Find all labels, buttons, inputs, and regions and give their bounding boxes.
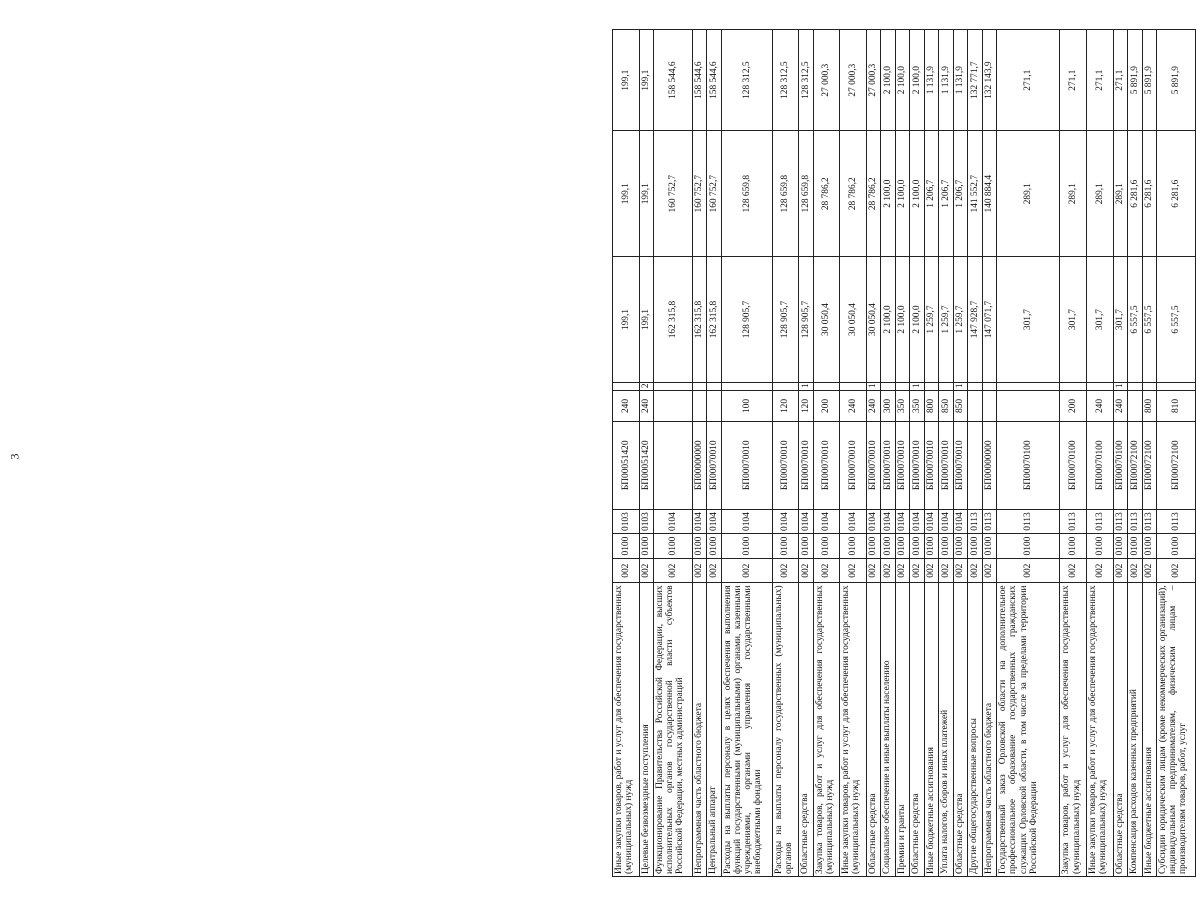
- row-rz: 0100: [997, 534, 1060, 559]
- row-value-2: 1 206,7: [939, 131, 953, 257]
- row-rz: 0100: [866, 534, 880, 559]
- row-vr: 240: [1113, 391, 1127, 422]
- row-vr: 300: [881, 391, 895, 422]
- row-rz: 0100: [1128, 534, 1142, 559]
- row-vr: 100: [721, 391, 772, 422]
- row-name: Областные средства: [910, 583, 924, 877]
- row-rz: 0100: [639, 534, 653, 559]
- row-name: Областные средства: [1113, 583, 1127, 877]
- row-vr: [1128, 391, 1142, 422]
- row-fn: [772, 382, 799, 390]
- budget-table-container: [612, 29, 1196, 877]
- row-value-2: 160 752,7: [692, 131, 706, 257]
- row-ved: 002: [813, 558, 840, 583]
- row-pr: 0104: [910, 509, 924, 534]
- row-ved: 002: [1142, 558, 1156, 583]
- row-value-3: 271,1: [1113, 30, 1127, 131]
- row-csr: БП00051420: [613, 421, 640, 509]
- row-ved: 002: [613, 558, 640, 583]
- row-value-1: 128 905,7: [799, 257, 813, 383]
- row-csr: БП00070010: [772, 421, 799, 509]
- row-fn: 1: [953, 382, 967, 390]
- table-row: [968, 30, 982, 877]
- table-row: [1157, 30, 1196, 877]
- row-value-1: 199,1: [613, 257, 640, 383]
- row-value-1: 147 928,7: [968, 257, 982, 383]
- row-name: Иные бюджетные ассигнования: [1142, 583, 1156, 877]
- row-value-2: 6 281,6: [1128, 131, 1142, 257]
- row-csr: БП00070010: [939, 421, 953, 509]
- row-vr: 850: [953, 391, 967, 422]
- row-fn: [613, 382, 640, 390]
- row-rz: 0100: [968, 534, 982, 559]
- row-value-2: 28 786,2: [866, 131, 880, 257]
- row-value-3: 5 891,9: [1128, 30, 1142, 131]
- row-csr: БП00000000: [692, 421, 706, 509]
- table-row: [840, 30, 867, 877]
- row-ved: 002: [1128, 558, 1142, 583]
- row-vr: 850: [939, 391, 953, 422]
- row-name: Закупка товаров, работ и услуг для обеспечения государственных (муниципальных) нужд: [1060, 583, 1087, 877]
- row-value-3: 132 143,9: [982, 30, 996, 131]
- row-value-3: 128 312,5: [772, 30, 799, 131]
- row-value-2: 2 100,0: [881, 131, 895, 257]
- row-pr: 0104: [654, 509, 693, 534]
- row-ved: 002: [1157, 558, 1196, 583]
- row-value-3: 2 100,0: [881, 30, 895, 131]
- row-vr: 240: [1086, 391, 1113, 422]
- row-fn: 1: [1113, 382, 1127, 390]
- row-value-1: 2 100,0: [910, 257, 924, 383]
- row-value-2: 6 281,6: [1142, 131, 1156, 257]
- row-vr: 200: [1060, 391, 1087, 422]
- row-vr: 120: [772, 391, 799, 422]
- table-row: [881, 30, 895, 877]
- row-vr: 240: [840, 391, 867, 422]
- row-value-2: 140 884,4: [982, 131, 996, 257]
- row-rz: 0100: [1113, 534, 1127, 559]
- row-name: Закупка товаров, работ и услуг для обеспечения государственных (муниципальных) нужд: [813, 583, 840, 877]
- row-ved: 002: [721, 558, 772, 583]
- row-fn: [813, 382, 840, 390]
- row-pr: 0113: [1157, 509, 1196, 534]
- row-pr: 0104: [895, 509, 909, 534]
- row-csr: БП00070010: [953, 421, 967, 509]
- row-rz: 0100: [772, 534, 799, 559]
- budget-table: [612, 29, 1196, 877]
- row-value-1: 30 050,4: [840, 257, 867, 383]
- row-csr: БП00070010: [895, 421, 909, 509]
- row-fn: 2: [639, 382, 653, 390]
- row-value-3: 27 000,3: [866, 30, 880, 131]
- row-pr: 0104: [953, 509, 967, 534]
- row-name: Социальное обеспечение и иные выплаты населению: [881, 583, 895, 877]
- row-pr: 0103: [613, 509, 640, 534]
- row-ved: 002: [997, 558, 1060, 583]
- row-ved: 002: [639, 558, 653, 583]
- row-value-2: 2 100,0: [910, 131, 924, 257]
- table-row: [997, 30, 1060, 877]
- row-value-1: 301,7: [1060, 257, 1087, 383]
- row-name: Иные закупки товаров, работ и услуг для обеспечения государственных (муниципальных) нужд: [840, 583, 867, 877]
- row-vr: 810: [1157, 391, 1196, 422]
- row-pr: 0113: [1142, 509, 1156, 534]
- row-rz: 0100: [692, 534, 706, 559]
- row-pr: 0113: [968, 509, 982, 534]
- budget-table-body: [613, 30, 1196, 877]
- row-ved: 002: [910, 558, 924, 583]
- row-name: Расходы на выплаты персоналу государственных (муниципальных) органов: [772, 583, 799, 877]
- row-value-3: 158 544,6: [707, 30, 721, 131]
- row-vr: [707, 391, 721, 422]
- row-pr: 0104: [840, 509, 867, 534]
- row-csr: БП00070100: [1060, 421, 1087, 509]
- table-row: [721, 30, 772, 877]
- row-vr: 240: [866, 391, 880, 422]
- row-value-2: 28 786,2: [840, 131, 867, 257]
- table-row: [895, 30, 909, 877]
- row-fn: [997, 382, 1060, 390]
- row-value-3: 27 000,3: [813, 30, 840, 131]
- row-ved: 002: [654, 558, 693, 583]
- row-csr: БП00070010: [721, 421, 772, 509]
- row-value-3: 2 100,0: [895, 30, 909, 131]
- table-row: [939, 30, 953, 877]
- row-value-3: 5 891,9: [1142, 30, 1156, 131]
- row-csr: БП00070010: [813, 421, 840, 509]
- table-row: [1128, 30, 1142, 877]
- row-name: Непрограммная часть областного бюджета: [982, 583, 996, 877]
- row-fn: [1086, 382, 1113, 390]
- row-vr: 800: [1142, 391, 1156, 422]
- row-vr: 350: [895, 391, 909, 422]
- row-pr: 0113: [1060, 509, 1087, 534]
- table-row: [1060, 30, 1087, 877]
- row-csr: БП00070100: [1086, 421, 1113, 509]
- row-fn: 1: [799, 382, 813, 390]
- row-csr: БП00072100: [1157, 421, 1196, 509]
- row-value-3: 5 891,9: [1157, 30, 1196, 131]
- row-csr: БП00070010: [840, 421, 867, 509]
- row-vr: [968, 391, 982, 422]
- row-value-1: 6 557,5: [1128, 257, 1142, 383]
- row-vr: [654, 391, 693, 422]
- row-ved: 002: [924, 558, 938, 583]
- row-ved: 002: [1086, 558, 1113, 583]
- row-value-1: 162 315,8: [654, 257, 693, 383]
- row-value-2: 289,1: [1086, 131, 1113, 257]
- row-csr: БП00070010: [799, 421, 813, 509]
- row-pr: 0113: [1113, 509, 1127, 534]
- row-value-1: 147 071,7: [982, 257, 996, 383]
- row-fn: [1128, 382, 1142, 390]
- table-row: [982, 30, 996, 877]
- row-ved: 002: [1060, 558, 1087, 583]
- table-row: [953, 30, 967, 877]
- row-value-3: 271,1: [997, 30, 1060, 131]
- row-ved: 002: [895, 558, 909, 583]
- row-vr: 120: [799, 391, 813, 422]
- row-pr: 0104: [721, 509, 772, 534]
- row-csr: БП00000000: [982, 421, 996, 509]
- row-rz: 0100: [1157, 534, 1196, 559]
- row-vr: 800: [924, 391, 938, 422]
- row-fn: [1142, 382, 1156, 390]
- row-csr: БП00070010: [881, 421, 895, 509]
- row-rz: 0100: [881, 534, 895, 559]
- row-value-1: 199,1: [639, 257, 653, 383]
- row-pr: 0113: [1128, 509, 1142, 534]
- row-fn: [881, 382, 895, 390]
- row-ved: 002: [953, 558, 967, 583]
- row-value-3: 199,1: [639, 30, 653, 131]
- row-value-2: 128 659,8: [721, 131, 772, 257]
- row-rz: 0100: [910, 534, 924, 559]
- row-fn: [1060, 382, 1087, 390]
- row-name: Премии и гранты: [895, 583, 909, 877]
- row-value-2: 28 786,2: [813, 131, 840, 257]
- row-csr: БП00070010: [910, 421, 924, 509]
- row-csr: БП00051420: [639, 421, 653, 509]
- row-pr: 0103: [639, 509, 653, 534]
- row-pr: 0104: [813, 509, 840, 534]
- table-row: [910, 30, 924, 877]
- row-ved: 002: [692, 558, 706, 583]
- row-value-3: 199,1: [613, 30, 640, 131]
- row-value-1: 1 259,7: [939, 257, 953, 383]
- row-ved: 002: [939, 558, 953, 583]
- row-value-1: 301,7: [997, 257, 1060, 383]
- row-ved: 002: [799, 558, 813, 583]
- row-value-2: 2 100,0: [895, 131, 909, 257]
- row-pr: 0113: [982, 509, 996, 534]
- row-rz: 0100: [1086, 534, 1113, 559]
- row-value-3: 1 131,9: [953, 30, 967, 131]
- row-name: Непрограммная часть областного бюджета: [692, 583, 706, 877]
- row-rz: 0100: [953, 534, 967, 559]
- row-value-3: 1 131,9: [924, 30, 938, 131]
- row-name: Иные закупки товаров, работ и услуг для обеспечения государственных (муниципальных) нужд: [1086, 583, 1113, 877]
- page-number: 3: [7, 453, 22, 460]
- row-value-2: 128 659,8: [772, 131, 799, 257]
- row-value-3: 1 131,9: [939, 30, 953, 131]
- row-pr: 0113: [997, 509, 1060, 534]
- row-fn: [939, 382, 953, 390]
- row-vr: 350: [910, 391, 924, 422]
- row-ved: 002: [1113, 558, 1127, 583]
- row-name: Центральный аппарат: [707, 583, 721, 877]
- row-name: Иные закупки товаров, работ и услуг для обеспечения государственных (муниципальных) нужд: [613, 583, 640, 877]
- row-value-1: 301,7: [1113, 257, 1127, 383]
- row-rz: 0100: [840, 534, 867, 559]
- table-row: [866, 30, 880, 877]
- row-ved: 002: [881, 558, 895, 583]
- row-csr: БП00070010: [707, 421, 721, 509]
- table-row: [707, 30, 721, 877]
- row-value-1: 162 315,8: [692, 257, 706, 383]
- row-value-1: 128 905,7: [772, 257, 799, 383]
- row-rz: 0100: [939, 534, 953, 559]
- row-value-2: 1 206,7: [953, 131, 967, 257]
- row-csr: БП00070010: [866, 421, 880, 509]
- row-ved: 002: [772, 558, 799, 583]
- row-csr: БП00072100: [1128, 421, 1142, 509]
- row-value-1: 128 905,7: [721, 257, 772, 383]
- row-value-2: 160 752,7: [654, 131, 693, 257]
- row-rz: 0100: [1142, 534, 1156, 559]
- row-value-1: 6 557,5: [1142, 257, 1156, 383]
- table-row: [799, 30, 813, 877]
- row-pr: 0104: [939, 509, 953, 534]
- row-name: Другие общегосударственные вопросы: [968, 583, 982, 877]
- row-value-3: 132 771,7: [968, 30, 982, 131]
- row-value-2: 289,1: [1113, 131, 1127, 257]
- table-row: [654, 30, 693, 877]
- table-row: [924, 30, 938, 877]
- row-value-1: 6 557,5: [1157, 257, 1196, 383]
- row-rz: 0100: [721, 534, 772, 559]
- row-value-1: 162 315,8: [707, 257, 721, 383]
- row-value-3: 128 312,5: [799, 30, 813, 131]
- table-row: [1086, 30, 1113, 877]
- row-fn: [654, 382, 693, 390]
- row-value-2: 128 659,8: [799, 131, 813, 257]
- row-fn: [707, 382, 721, 390]
- row-name: Областные средства: [953, 583, 967, 877]
- row-rz: 0100: [707, 534, 721, 559]
- row-csr: [654, 421, 693, 509]
- row-pr: 0104: [866, 509, 880, 534]
- row-value-1: 1 259,7: [924, 257, 938, 383]
- row-value-3: 271,1: [1086, 30, 1113, 131]
- row-value-2: 289,1: [1060, 131, 1087, 257]
- row-rz: 0100: [982, 534, 996, 559]
- row-fn: [721, 382, 772, 390]
- row-fn: 1: [866, 382, 880, 390]
- row-csr: БП00070010: [924, 421, 938, 509]
- row-value-1: 30 050,4: [813, 257, 840, 383]
- row-value-1: 301,7: [1086, 257, 1113, 383]
- table-row: [772, 30, 799, 877]
- row-name: Расходы на выплаты персоналу в целях обеспечения выполнения функций государственными (муниципальными) органами, казенными учреждениями, органами управления государственными внебюджетными фондами: [721, 583, 772, 877]
- row-name: Субсидии юридическим лицам (кроме некоммерческих организаций), индивидуальным предпринимателям, физическим лицам – производителям товаров, работ, услуг: [1157, 583, 1196, 877]
- row-pr: 0104: [881, 509, 895, 534]
- row-value-3: 27 000,3: [840, 30, 867, 131]
- table-row: [692, 30, 706, 877]
- row-ved: 002: [968, 558, 982, 583]
- row-pr: 0113: [1086, 509, 1113, 534]
- row-name: Функционирование Правительства Российской Федерации, высших исполнительных органов государственной власти субъектов Российской Федерации, местных администраций: [654, 583, 693, 877]
- row-pr: 0104: [692, 509, 706, 534]
- row-value-2: 141 552,7: [968, 131, 982, 257]
- row-value-1: 1 259,7: [953, 257, 967, 383]
- row-value-2: 199,1: [613, 131, 640, 257]
- row-name: Компенсация расходов казенных предприятий: [1128, 583, 1142, 877]
- row-csr: [968, 421, 982, 509]
- row-vr: 240: [613, 391, 640, 422]
- row-rz: 0100: [654, 534, 693, 559]
- row-ved: 002: [982, 558, 996, 583]
- row-rz: 0100: [1060, 534, 1087, 559]
- row-fn: [1157, 382, 1196, 390]
- row-fn: 1: [910, 382, 924, 390]
- row-fn: [924, 382, 938, 390]
- row-rz: 0100: [813, 534, 840, 559]
- row-value-3: 2 100,0: [910, 30, 924, 131]
- table-row: [813, 30, 840, 877]
- table-row: [639, 30, 653, 877]
- row-value-3: 128 312,5: [721, 30, 772, 131]
- row-csr: БП00072100: [1142, 421, 1156, 509]
- row-fn: [895, 382, 909, 390]
- row-name: Уплата налогов, сборов и иных платежей: [939, 583, 953, 877]
- row-value-3: 271,1: [1060, 30, 1087, 131]
- row-rz: 0100: [895, 534, 909, 559]
- row-vr: [692, 391, 706, 422]
- row-value-1: 2 100,0: [895, 257, 909, 383]
- row-pr: 0104: [924, 509, 938, 534]
- row-value-2: 1 206,7: [924, 131, 938, 257]
- row-fn: [982, 382, 996, 390]
- row-value-3: 158 544,6: [654, 30, 693, 131]
- row-fn: [840, 382, 867, 390]
- row-pr: 0104: [772, 509, 799, 534]
- row-vr: [982, 391, 996, 422]
- row-value-3: 158 544,6: [692, 30, 706, 131]
- row-ved: 002: [866, 558, 880, 583]
- row-csr: БП00070100: [1113, 421, 1127, 509]
- row-fn: [692, 382, 706, 390]
- row-name: Государственный заказ Орловской области на дополнительное профессиональное образование государственных гражданских служащих Орловской области, в том числе за пределами территории Российской Федерации: [997, 583, 1060, 877]
- row-vr: 240: [639, 391, 653, 422]
- row-name: Областные средства: [866, 583, 880, 877]
- row-value-2: 6 281,6: [1157, 131, 1196, 257]
- row-value-2: 289,1: [997, 131, 1060, 257]
- row-rz: 0100: [799, 534, 813, 559]
- row-vr: 200: [813, 391, 840, 422]
- row-rz: 0100: [924, 534, 938, 559]
- row-ved: 002: [707, 558, 721, 583]
- row-csr: БП00070100: [997, 421, 1060, 509]
- table-row: [1113, 30, 1127, 877]
- row-vr: [997, 391, 1060, 422]
- row-value-1: 30 050,4: [866, 257, 880, 383]
- row-value-1: 2 100,0: [881, 257, 895, 383]
- row-name: Областные средства: [799, 583, 813, 877]
- row-fn: [968, 382, 982, 390]
- row-name: Целевые безвозмездные поступления: [639, 583, 653, 877]
- table-row: [613, 30, 640, 877]
- row-ved: 002: [840, 558, 867, 583]
- table-row: [1142, 30, 1156, 877]
- row-value-2: 160 752,7: [707, 131, 721, 257]
- row-pr: 0104: [799, 509, 813, 534]
- row-pr: 0104: [707, 509, 721, 534]
- row-value-2: 199,1: [639, 131, 653, 257]
- row-rz: 0100: [613, 534, 640, 559]
- row-name: Иные бюджетные ассигнования: [924, 583, 938, 877]
